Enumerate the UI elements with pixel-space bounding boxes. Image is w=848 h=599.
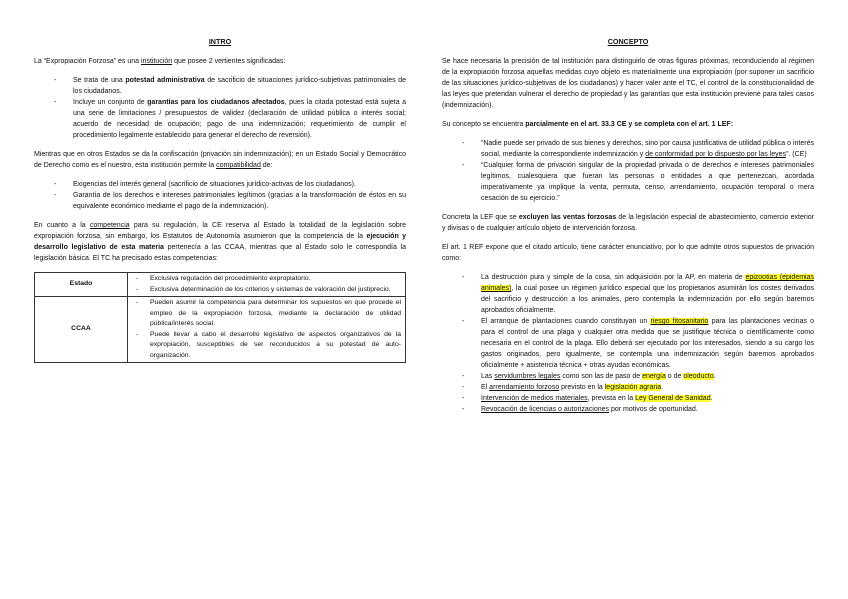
estado-label: Estado xyxy=(35,273,128,297)
list-item: - Se trata de una potestad administrativa de sacrificio de situaciones jurídico-subjetivas patrimoniales de los ciudadanos. xyxy=(54,77,407,95)
list-item: - Garantía de los derechos e intereses patrimoniales legítimos (gracias a la transformación de éstos en su equivalente económico mediante el pago de la indemnización). xyxy=(54,192,406,210)
highlighted-term: riesgo fitosanitario xyxy=(650,318,709,325)
text: que posee 2 vertientes significadas: xyxy=(172,58,286,65)
text: Exclusiva determinación de los criterios y sistemas de valoración del justiprecio. xyxy=(150,285,391,293)
text: La destrucción pura y simple de la cosa, sin adquisición por la AP, en materia de xyxy=(481,274,746,281)
text: Se trata de una xyxy=(73,77,126,84)
underlined-term: Revocación de licencias o autorizaciones xyxy=(481,406,610,413)
text: . xyxy=(713,373,716,380)
text: de sacrificio de situaciones jurídico-subjetivas patrimoniales de los ciudadanos. xyxy=(73,77,407,95)
text: ”. (CE) xyxy=(786,151,807,158)
text: En cuanto a la xyxy=(34,222,90,229)
list-item: - Incluye un conjunto de garantías para los ciudadanos afectados, pues la citada potestad está sujeta a una serie de limitaciones / presupuestos de validez (declaración de utilidad pública o interés social; acuerdo de necesidad de ocupación; pago de una indemnización; requerimiento de cumplir el procedimiento legalmente establecido para generar el derecho de reversión). xyxy=(54,99,406,139)
highlighted-term: energía xyxy=(642,373,666,380)
competencias-table xyxy=(34,272,406,363)
text: Garantía de los derechos e intereses patrimoniales legítimos (gracias a la transformación de éstos en su equivalente económico mediante el pago de la indemnización). xyxy=(73,192,406,210)
bold-term: excluyen las ventas forzosas xyxy=(518,214,617,221)
highlighted-term: Ley General de Sanidad xyxy=(635,395,711,402)
text: de: xyxy=(260,162,273,169)
text: El xyxy=(481,384,490,391)
intro-column xyxy=(34,36,406,363)
text: . xyxy=(661,384,664,391)
text: , pues la citada potestad está sujeta a una serie de limitaciones / presupuestos de validez (declaración de utilidad pública o interés social; acuerdo de necesidad de ocupación; pago de una indemnización; requerimiento de cumplir el procedimiento legalmente establecido para generar el derecho de reversión). xyxy=(73,99,406,139)
text: por motivos de oportunidad. xyxy=(609,406,698,413)
estado-cell xyxy=(128,273,406,297)
text: . xyxy=(710,395,713,402)
text: como son las de paso de xyxy=(560,373,643,380)
text: , la cual posee un régimen jurídico especial que los propietarios asumirán los costes derivados del sacrificio y destrucción a los animales, pero contempla la indemnización por ello según baremos aprobados oficialmente. xyxy=(481,285,814,314)
ccaa-label: CCAA xyxy=(35,297,128,363)
list-item: - Exclusiva determinación de los criterios y sistemas de valoración del justiprecio. xyxy=(136,285,391,293)
list-item: - Exigencias del interés general (sacrificio de situaciones jurídico-activas de los ciudadanos). xyxy=(54,181,356,188)
underlined-term: Intervención de medios materiales xyxy=(481,395,588,402)
text: Las xyxy=(481,373,495,380)
text: Pueden asumir la competencia para determinar los supuestos en que procede el empleo de la expropiación forzosa, mediante la declaración de utilidad pública/interés social. xyxy=(150,299,401,327)
precision-paragraph: Se hace necesaria la precisión de tal institución para distinguirlo de otras figuras próximas, reconduciendo al régimen de la expropiación forzosa aquellas medidas cuyo objeto es materialmente una expropiación (por suponer un sacrificio de las situaciones jurídico-subjetivas de los ciudadanos) y hacer valer ante el TC, el control de la constitucionalidad de las leyes que pretendan vulnerar el derecho de propiedad y las garantías que esta institución previene para tales casos (indemnización). xyxy=(442,58,814,109)
compatibility-paragraph xyxy=(34,149,406,171)
text: “Nadie puede ser privado de sus bienes y derechos, sino por causa justificativa de utilidad pública o interés social, mediante la correspondiente indemnización y xyxy=(481,140,814,158)
text: para su regulación, la CE reserva al Estado la totalidad de la legislación sobre expropiación forzosa, sin embargo, los Estatutos de Autonomía asumieron que la competencia de la xyxy=(34,222,406,240)
text: Su concepto se encuentra xyxy=(442,121,526,128)
highlighted-term: epizootias (epidemias animales) xyxy=(481,274,814,292)
highlighted-term: legislación agraria xyxy=(604,384,662,391)
text: , prevista en la xyxy=(587,395,636,402)
list-item: - Exclusiva regulación del procedimiento expropiatorio. xyxy=(136,275,311,282)
list-item: - Intervención de medios materiales, prevista en la Ley General de Sanidad. xyxy=(462,395,713,402)
underlined-term: institución xyxy=(141,58,173,65)
list-item: - “Nadie puede ser privado de sus bienes y derechos, sino por causa justificativa de utilidad pública o interés social, mediante la correspondiente indemnización y de conformidad por lo dispuesto por las leyes”. (CE) xyxy=(462,140,814,158)
supuestos-list xyxy=(442,272,814,415)
list-item: - Puede llevar a cabo el desarrollo legislativo de aspectos organizativos de la expropiación, susceptibles de ser reconducidos a su potestad de auto-organización. xyxy=(136,330,401,359)
text: o de xyxy=(665,373,684,380)
list-item: - La destrucción pura y simple de la cosa, sin adquisición por la AP, en materia de epizootias (epidemias animales), la cual posee un régimen jurídico especial que los propietarios asumirán los costes derivados del sacrificio y destrucción a los animales, pero contempla la indemnización por ello según baremos aprobados oficialmente. xyxy=(462,274,814,314)
text: para las plantaciones vecinas o para el control de una plaga y cualquier otra medida que se justifique técnica o científicamente como necesaria en el control de la plaga. Ello deberá ser ejecutado por los interesados, siendo a su cargo los gastos originados, pero igualmente, se contempla una indemnización según baremos aprobados oficialmente + asistencia técnica + otras ayudas económicas. xyxy=(481,318,814,369)
list-item: - Las servidumbres legales como son las de paso de energía o de oleoducto. xyxy=(462,373,716,380)
bold-term: garantías para los ciudadanos afectados xyxy=(147,99,285,106)
text: Exclusiva regulación del procedimiento expropiatorio. xyxy=(150,275,311,282)
text: pertenecía a las CCAA, mientras que al Estado solo le correspondía la legislación básica. El TC ha precisado estas competencias: xyxy=(34,244,406,262)
intro-heading: INTRO xyxy=(208,37,232,46)
quotes-list xyxy=(442,138,814,204)
text: Mientras que en otros Estados se da la confiscación (privación sin indemnización); en un Estado Social y Democrático de Derecho como es el nuestro, esta institución permite la xyxy=(34,151,406,169)
ccaa-cell xyxy=(128,297,406,363)
list-item: - El arrendamiento forzoso previsto en la legislación agraria. xyxy=(462,384,664,391)
compatibility-list xyxy=(34,179,406,212)
list-item: - Pueden asumir la competencia para determinar los supuestos en que procede el empleo de la expropiación forzosa, mediante la declaración de utilidad pública/interés social. xyxy=(136,299,401,327)
concepto-heading: CONCEPTO xyxy=(607,37,649,46)
text: de la legislación especial de abastecimiento, comercio exterior y divisas o de cualquier artículo objeto de intervención forzosa. xyxy=(442,214,814,232)
vertientes-list xyxy=(34,75,406,141)
text: Exigencias del interés general (sacrificio de situaciones jurídico-activas de los ciudadanos). xyxy=(73,181,356,188)
list-item: - El arranque de plantaciones cuando constituyan un riesgo fitosanitario para las plantaciones vecinas o para el control de una plaga y cualquier otra medida que se justifique técnica o científicamente como necesaria en el control de la plaga. Ello deberá ser ejecutado por los interesados, siendo a su cargo los gastos originados, pero igualmente, se contempla una indemnización según baremos aprobados oficialmente + asistencia técnica + otras ayudas económicas. xyxy=(462,318,814,369)
bold-term: ejecución y desarrollo legislativo de esta materia xyxy=(34,233,406,251)
text: previsto en la xyxy=(559,384,605,391)
underlined-term: servidumbres legales xyxy=(494,373,561,380)
competencia-paragraph xyxy=(34,220,406,264)
text: Concreta la LEF que se xyxy=(442,214,519,221)
text: Puede llevar a cabo el desarrollo legislativo de aspectos organizativos de la expropiación, susceptibles de ser reconducidos a su potestad de auto-organización. xyxy=(150,330,401,359)
list-item: - “Cualquier forma de privación singular de la propiedad privada o de derechos e intereses patrimoniales legítimos, cualesquiera que fueran las personas o entidades a que pertenezcan, acordada imperativamente ya implique la venta, permuta, censo, arrendamiento, ocupación temporal o mera cesación de su ejercicio.” xyxy=(462,162,814,202)
bold-term: parcialmente en el art. 33.3 CE y se completa con el art. 1 LEF: xyxy=(525,121,734,128)
underlined-term: arrendamiento forzoso xyxy=(489,384,560,391)
concept-source-paragraph xyxy=(442,119,814,130)
text: “Cualquier forma de privación singular de la propiedad privada o de derechos e intereses patrimoniales legítimos, cualesquiera que fueran las personas o entidades a que pertenezcan, acordada imperativamente ya implique la venta, permuta, censo, arrendamiento, ocupación temporal o mera cesación de su ejercicio.” xyxy=(481,162,814,202)
table-row-estado xyxy=(35,273,406,297)
underlined-term: de conformidad por lo dispuesto por las leyes xyxy=(645,151,787,158)
highlighted-term: oleoducto xyxy=(683,373,714,380)
ref-paragraph: El art. 1 REF expone que el citado artículo, tiene carácter enunciativo, por lo que admite otros supuestos de privación como: xyxy=(442,244,814,262)
exclusion-paragraph xyxy=(442,212,814,234)
underlined-term: competencia xyxy=(89,222,130,229)
concepto-column xyxy=(442,36,814,423)
bold-term: potestad administrativa xyxy=(125,77,205,84)
text: El arranque de plantaciones cuando constituyan un xyxy=(481,318,651,325)
list-item: - Revocación de licencias o autorizaciones por motivos de oportunidad. xyxy=(462,406,698,413)
intro-paragraph xyxy=(34,56,406,67)
table-row-ccaa xyxy=(35,297,406,363)
underlined-term: compatibilidad xyxy=(216,162,261,169)
text: Incluye un conjunto de xyxy=(73,99,148,106)
text: La “Expropiación Forzosa” es una xyxy=(34,58,141,65)
